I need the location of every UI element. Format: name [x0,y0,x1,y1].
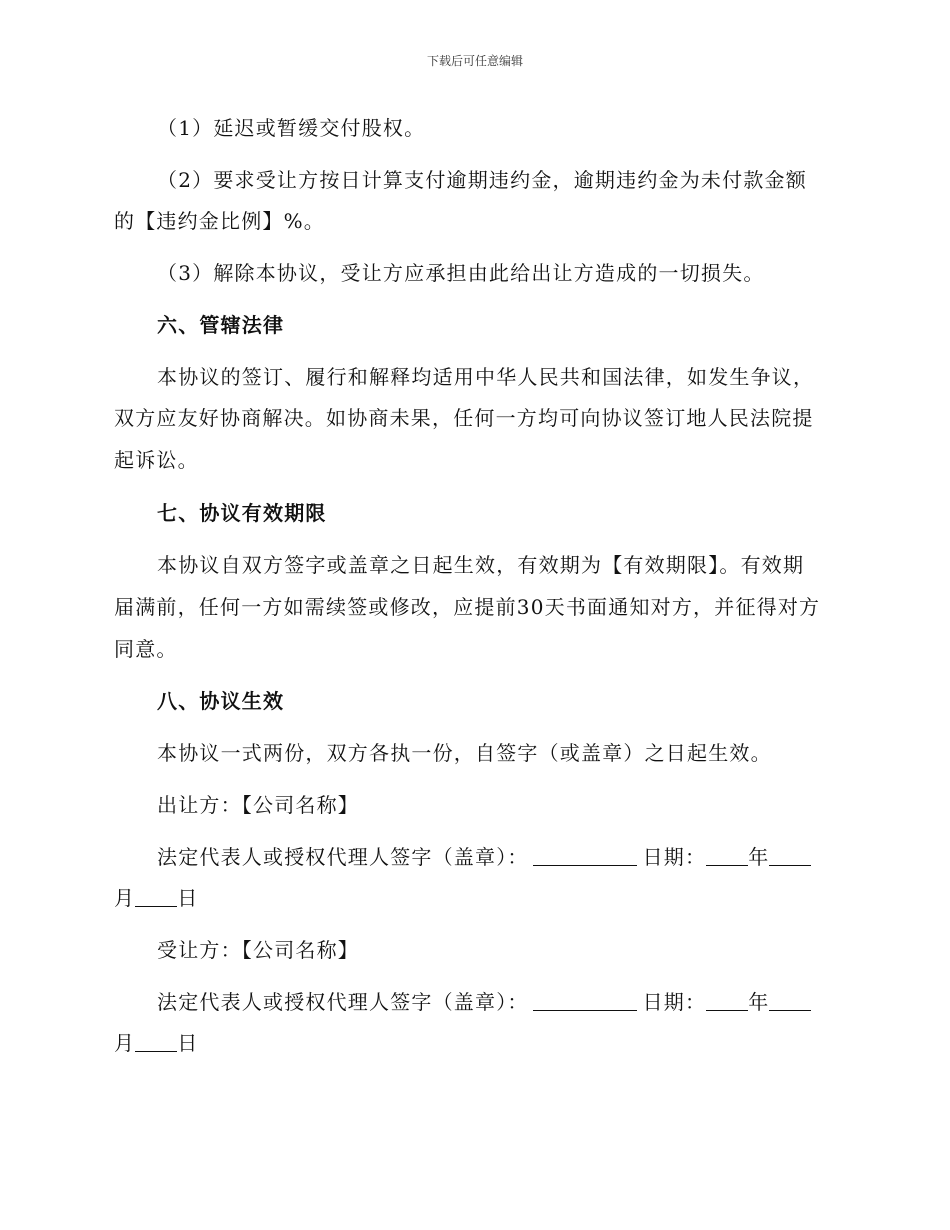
transferor-signature-line [157,843,811,871]
clause6-line1: 本协议的签订、履行和解释均适用中华人民共和国法律，如发生争议， [157,365,815,389]
transferor-year-label: 年 [748,845,770,869]
clause5-item2-line1: （2）要求受让方按日计算支付逾期违约金，逾期违约金为未付款金额 [157,168,807,192]
transferee-day-blank[interactable] [135,1031,177,1052]
clause7-line2: 届满前，任何一方如需续签或修改，应提前30天书面通知对方，并征得对方 [114,595,821,619]
transferee-year-blank[interactable] [706,990,748,1011]
transferor-year-blank[interactable] [706,845,748,866]
clause7-heading: 七、协议有效期限 [157,501,327,525]
clause5-item2-line2: 的【违约金比例】%。 [114,209,326,233]
clause8-heading: 八、协议生效 [157,689,285,713]
transferor-sign-label: 法定代表人或授权代理人签字（盖章）： [157,845,529,869]
transferee-day-label: 日 [177,1031,199,1055]
clause6-heading: 六、管辖法律 [157,313,285,337]
transferee-sign-label: 法定代表人或授权代理人签字（盖章）： [157,990,529,1014]
transferor-date-line2 [114,884,198,912]
transferee-month-blank[interactable] [769,990,811,1011]
clause8-line1: 本协议一式两份，双方各执一份，自签字（或盖章）之日起生效。 [157,741,772,765]
clause6-line3: 起诉讼。 [114,448,199,472]
transferor-day-label: 日 [177,886,199,910]
transferee-date-line2 [114,1029,198,1057]
transferor-date-label: 日期： [642,845,707,869]
clause5-item3: （3）解除本协议，受让方应承担由此给出让方造成的一切损失。 [157,261,765,285]
transferee-year-label: 年 [748,990,770,1014]
transferee-signature-blank[interactable] [533,990,637,1011]
page-header: 下载后可任意编辑 [426,54,523,68]
transferor-day-blank[interactable] [135,886,177,907]
clause5-item1: （1）延迟或暂缓交付股权。 [157,116,426,140]
transferor-month-label: 月 [114,886,136,910]
clause7-line3: 同意。 [114,637,178,661]
transferor-month-blank[interactable] [769,845,811,866]
clause6-line2: 双方应友好协商解决。如协商未果，任何一方均可向协议签订地人民法院提 [114,406,814,430]
transferee-label: 受让方：【公司名称】 [157,938,359,962]
transferor-signature-blank[interactable] [533,845,637,866]
transferee-month-label: 月 [114,1031,136,1055]
transferee-date-label: 日期： [642,990,707,1014]
transferor-label: 出让方：【公司名称】 [157,793,359,817]
clause7-line1: 本协议自双方签字或盖章之日起生效，有效期为【有效期限】。有效期 [157,553,805,577]
transferee-signature-line [157,988,811,1016]
